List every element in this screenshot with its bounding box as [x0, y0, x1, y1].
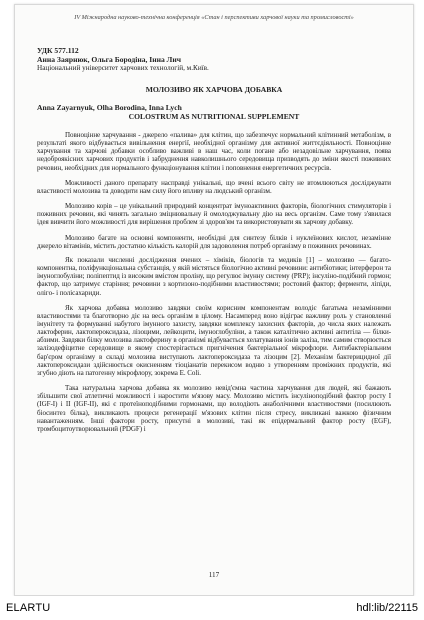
page-number: 117	[208, 571, 220, 579]
handle-id: hdl:lib/22115	[356, 602, 418, 614]
repository-name: ELARTU	[6, 602, 51, 614]
title-ua: МОЛОЗИВО ЯК ХАРЧОВА ДОБАВКА	[145, 85, 283, 94]
paragraph: Можливості даного препарату насправді унікальні, що вчені всього світу не втомлюються досліджувати властивості молозива та доводити нам силу його впливу на людський організм.	[37, 178, 391, 195]
affiliation: Національний університет харчових технологій, м.Київ.	[37, 64, 209, 72]
paragraph: Як показали численні дослідження вчених – хіміків, біологів та медиків [1] – молозиво — багато-компонентна, поліфункціональна субстанція, у якій містяться біологічно активні речовини: антибіотики; інтерферон та імуноглобуліни; поліпептид із високим вмістом проліну, що регулює імунну систему (PRP); інсуліно-подібний гормон; фактор, що затримує старіння; речовини з кортизоно-подібними властивостями; ростовий фактор; ферменти, ліпіди, олігo- і полісахариди.	[37, 255, 391, 297]
paragraph: Повноцінне харчування - джерело «палива» для клітин, що забезпечує нормальний клітинний метаболізм, в результаті якого відбувається вивільнення енергії, необхідної організму для активної життєдіяльності. Повноцінне харчування та харчові добавки особливо важливі в наш час, коли погане або незадовільне харчування, поява недоброякісних харчових продуктів і забруднення навколишнього середовища призводять до зміни якості поживних речовин, необхідних для нормального функціонування клітин і поповнення енергетичних ресурсів.	[37, 131, 391, 172]
paragraph: Молозиво корів – це унікальний природний концентрат імуноактивних факторів, біологічних стимуляторів і поживних речовин, які чинять загально зміцнювальну й омолоджувальну дію на весь організм. Саме тому з'явилася ідея вивчити його можливості для вирішення проблем зі здоров'ям та використовувати як харчову добавку.	[37, 202, 391, 227]
title-en: COLOSTRUM AS NUTRITIONAL SUPPLEMENT	[128, 112, 300, 121]
paragraph: Така натуральна харчова добавка як молозиво невід'ємна частина харчування для людей, які бажають збільшити свої атлетичні можливості і наростити м'язову масу. Молозиво містить інсуліноподібний фактор росту I (IGF-I) і II (IGF-II), які є протеїноподібними гормонами, що володіють анаболічними властивостями (посилюють біосинтез білка), викликають процеси регенерації м'язових клітин після стресу, викликані важкою фізичним навантаженням. Інші фактори росту, присутні в молозиві, такі як епідермальний фактор росту (EGF), тромбоцитоутворювальний (PDGF) і	[37, 384, 391, 433]
paragraph: Молозиво багате на основні компоненти, необхідні для синтезу білків і нуклеїнових кислот, незамінне джерело вітамінів, містить достатню кількість калорій для задоволення потреб організму в поживних речовинах.	[37, 233, 391, 250]
authors-ua: Анна Заярнюк, Ольга Бородіна, Інна Лич	[37, 55, 181, 64]
document-page	[14, 4, 414, 596]
article-body	[37, 131, 391, 440]
authors-en: Anna Zayarnyuk, Olha Borodina, Inna Lych	[37, 103, 182, 112]
running-header: IV Міжнародна науково-технічна конференція «Стан і перспективи харчової науки та промисловості»	[74, 14, 354, 21]
article-meta	[37, 46, 393, 73]
paragraph: Як харчова добавка молозиво завдяки своїм корисним компонентам володіє багатьма незамінними властивостями та благотворно діє на весь організм в цілому. Насамперед воно відіграє важливу роль у становленні імунітету та формуванні набутого імунного захисту, завдяки комплексу захисних факторів, до числа яких належать лактоферин, лактопероксидаза, лізоцими, лейкоцити, імуноглобуліни, а також каталітично активні антитіла — білки-абзими. Завдяки білку молозива лактоферину в організмі відбувається хелатування іонів заліза, тим самим створюється залізодефіцитне середовище в якому спостерігається пригнічення бактеріальної мікрофлори. Антибактеріальним бар'єром організму в складі молозива виступають лактопероксидаза та лізоцим [2]. Механізм бактерицидної дії лактопероксидази здійснюється окисненням тіоціанатів перекисом водню з утворенням проміжних продуктів, які згубно діють на патогенну мікрофлору, зокрема E. Coli.	[37, 303, 391, 377]
udk-code: УДК 577.112	[37, 46, 79, 55]
